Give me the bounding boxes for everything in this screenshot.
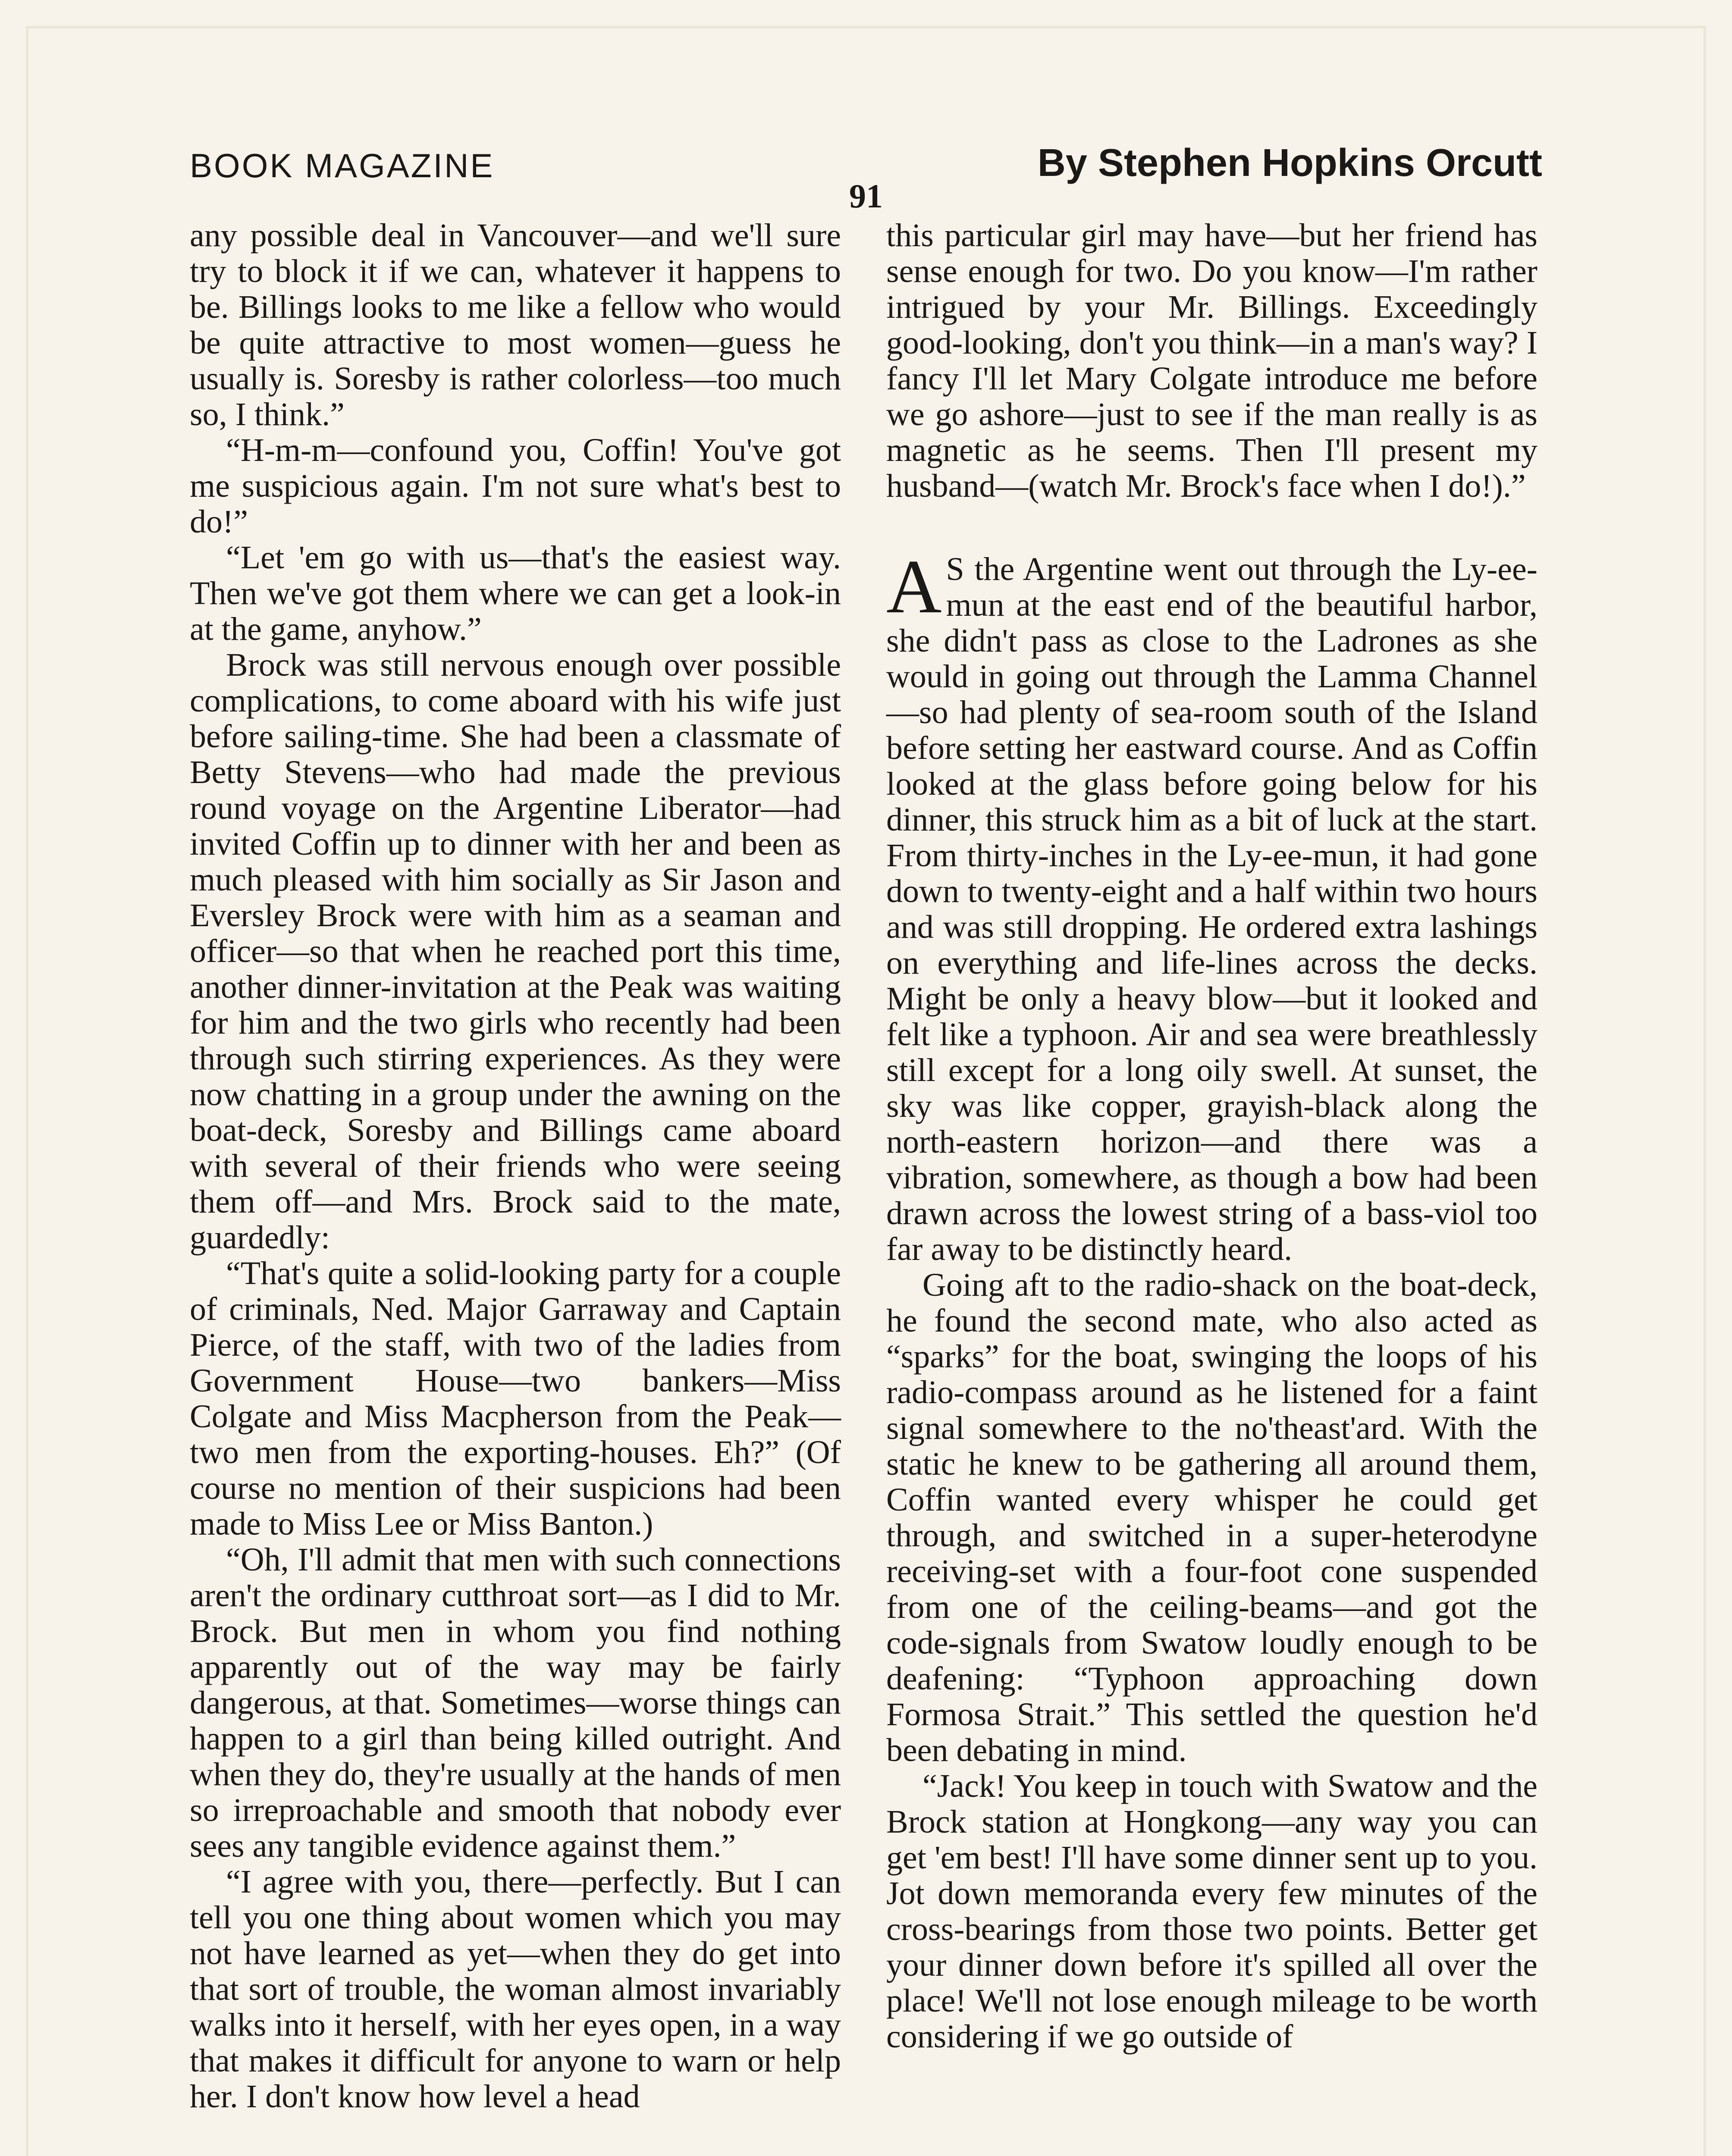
paragraph: “I agree with you, there—perfectly. But I can tell you one thing about women which you may not have learned as yet—when they do get into that sort of trouble, the woman almost invariably walks into it herself, with her eyes open, in a way that makes it difficult for anyone to warn or help her. I don't know how level a head — [190, 1864, 841, 2115]
section-opening-paragraph — [886, 544, 1537, 1267]
right-column — [886, 218, 1537, 2055]
paragraph: “Jack! You keep in touch with Swatow and the Brock station at Hongkong—any way you can get 'em best! I'll have some dinner sent up to you. Jot down memoranda every few minutes of the cross-bearings from those two points. Better get your dinner down before it's spilled all over the place! We'll not lose enough mileage to be worth considering if we go outside of — [886, 1768, 1537, 2055]
paragraph: “H-m-m—confound you, Coffin! You've got me suspicious again. I'm not sure what's best to do!” — [190, 432, 841, 540]
page-number: 91 — [849, 177, 883, 215]
left-column — [190, 218, 841, 2115]
paragraph: this particular girl may have—but her friend has sense enough for two. Do you know—I'm rather intrigued by your Mr. Billings. Exceedingly good-looking, don't you think—in a man's way? I fancy I'll let Mary Colgate introduce me before we go ashore—just to see if the man really is as magnetic as he seems. Then I'll present my husband—(watch Mr. Brock's face when I do!).” — [886, 217, 1537, 504]
paragraph: “Let 'em go with us—that's the easiest way. Then we've got them where we can get a look-in at the game, anyhow.” — [190, 539, 841, 647]
section-opening-text: S the Argentine went out through the Ly-ee-mun at the east end of the beautiful harbor, she didn't pass as close to the Ladrones as she would in going out through the Lamma Channel—so had plenty of sea-room south of the Island before setting her eastward course. And as Coffin looked at the glass before going below for his dinner, this struck him as a bit of luck at the start. From thirty-inches in the Ly-ee-mun, it had gone down to twenty-eight and a half within two hours and was still dropping. He ordered extra lashings on everything and life-lines across the decks. Might be only a heavy blow—but it looked and felt like a typhoon. Air and sea were breathlessly still except for a long oily swell. At sunset, the sky was like copper, grayish-black along the north-eastern horizon—and there was a vibration, somewhere, as though a bow had been drawn across the lowest string of a bass-viol too far away to be distinctly heard. — [886, 551, 1537, 1267]
paragraph: any possible deal in Vancouver—and we'll sure try to block it if we can, whatever it happens to be. Billings looks to me like a fellow who would be quite attractive to most women—guess he usually is. Soresby is rather colorless—too much so, I think.” — [190, 217, 841, 432]
section-break — [886, 504, 1537, 552]
paragraph: Going aft to the radio-shack on the boat-deck, he found the second mate, who also acted as “sparks” for the boat, swinging the loops of his radio-compass around as he listened for a faint signal somewhere to the no'theast'ard. With the static he knew to be gathering all around them, Coffin wanted every whisper he could get through, and switched in a super-heterodyne receiving-set with a four-foot cone suspended from one of the ceiling-beams—and got the code-signals from Swatow loudly enough to be deafening: “Typhoon approaching down Formosa Strait.” This settled the question he'd been debating in mind. — [886, 1267, 1537, 1768]
paragraph: Brock was still nervous enough over possible complications, to come aboard with his wife just before sailing-time. She had been a classmate of Betty Stevens—who had made the previous round voyage on the Argentine Liberator—had invited Coffin up to dinner with her and been as much pleased with him socially as Sir Jason and Eversley Brock were with him as a seaman and officer—so that when he reached port this time, another dinner-invitation at the Peak was waiting for him and the two girls who recently had been through such stirring experiences. As they were now chatting in a group under the awning on the boat-deck, Soresby and Billings came aboard with several of their friends who were seeing them off—and Mrs. Brock said to the mate, guardedly: — [190, 647, 841, 1256]
drop-cap: A — [886, 544, 942, 629]
publication-title: BOOK MAGAZINE — [190, 147, 495, 185]
paragraph: “Oh, I'll admit that men with such connections aren't the ordinary cutthroat sort—as I did to Mr. Brock. But men in whom you find nothing apparently out of the way may be fairly dangerous, at that. Sometimes—worse things can happen to a girl than being killed outright. And when they do, they're usually at the hands of men so irreproachable and smooth that nobody ever sees any tangible evidence against them.” — [190, 1542, 841, 1864]
paragraph: “That's quite a solid-looking party for a couple of criminals, Ned. Major Garraway and Captain Pierce, of the staff, with two of the ladies from Government House—two bankers—Miss Colgate and Miss Macpherson from the Peak—two men from the exporting-houses. Eh?” (Of course no mention of their suspicions had been made to Miss Lee or Miss Banton.) — [190, 1255, 841, 1542]
author-byline: By Stephen Hopkins Orcutt — [1037, 141, 1542, 185]
